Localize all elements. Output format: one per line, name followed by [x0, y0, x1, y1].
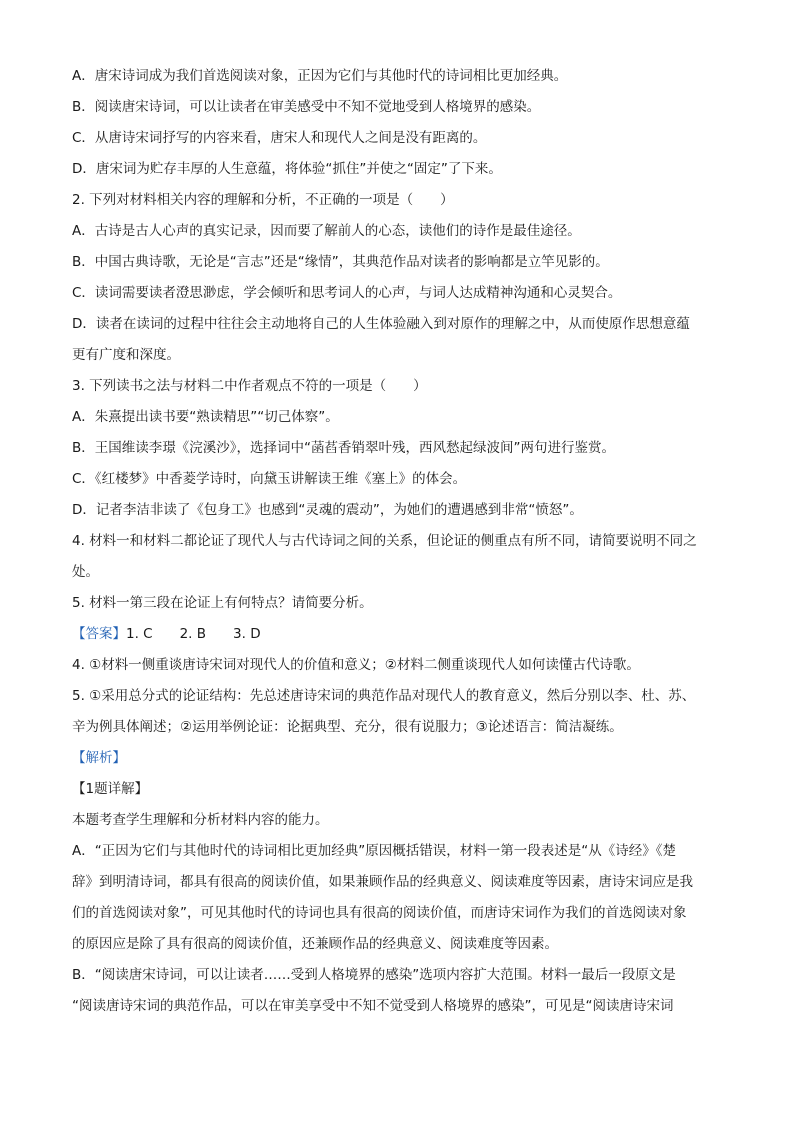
answer-choices: 1. C 2. B 3. D	[126, 626, 261, 642]
option-2d: D．读者在读词的过程中往往会主动地将自己的人生体验融入到对原作的理解之中，从而使原作思想意蕴	[72, 316, 690, 332]
question-3: 3. 下列读书之法与材料二中作者观点不符的一项是（ ）	[72, 378, 427, 394]
answer-label: 【答案】	[72, 626, 126, 642]
option-1d: D．唐宋词为贮存丰厚的人生意蕴，将体验“抓住”并使之“固定”了下来。	[72, 161, 502, 177]
question-4-cont: 处。	[72, 564, 99, 580]
question-5: 5. 材料一第三段在论证上有何特点？请简要分析。	[72, 595, 373, 611]
option-2c: C．读词需要读者澄思渺虑，学会倾听和思考词人的心声，与词人达成精神沟通和心灵契合。	[72, 285, 622, 301]
option-1a: A．唐宋诗词成为我们首选阅读对象，正因为它们与其他时代的诗词相比更加经典。	[72, 68, 568, 84]
option-3a: A．朱熹提出读书要“熟读精思”“切己体察”。	[72, 409, 339, 425]
option-2b: B．中国古典诗歌，无论是“言志”还是“缘情”，其典范作品对读者的影响都是立竿见影的。	[72, 254, 609, 270]
option-3b: B．王国维读李璟《浣溪沙》，选择词中“菡萏香销翠叶残，西风愁起绿波间”两句进行鉴赏。	[72, 440, 615, 456]
analysis-b-2: “阅读唐诗宋词的典范作品，可以在审美享受中不知不觉受到人格境界的感染”，可见是“阅读唐诗宋词	[72, 998, 674, 1014]
analysis-a-2: 辞》到明清诗词，都具有很高的阅读价值，如果兼顾作品的经典意义、阅读难度等因素，唐诗宋词应是我	[72, 874, 693, 890]
answer-5: 5. ①采用总分式的论证结构：先总述唐诗宋词的典范作品对现代人的教育意义，然后分别以李、杜、苏、	[72, 688, 696, 704]
analysis-heading: 【解析】	[72, 750, 126, 766]
option-3d: D．记者李洁非读了《包身工》也感到“灵魂的震动”，为她们的遭遇感到非常“愤怒”。	[72, 502, 583, 518]
analysis-a-1: A．“正因为它们与其他时代的诗词相比更加经典”原因概括错误，材料一第一段表述是“从《诗经》《楚	[72, 843, 676, 859]
answer-line	[72, 624, 727, 644]
option-2a: A．古诗是古人心声的真实记录，因而要了解前人的心态，读他们的诗作是最佳途径。	[72, 223, 581, 239]
option-1b: B．阅读唐宋诗词，可以让读者在审美感受中不知不觉地受到人格境界的感染。	[72, 99, 541, 115]
option-1c: C．从唐诗宋词抒写的内容来看，唐宋人和现代人之间是没有距离的。	[72, 130, 487, 146]
analysis-a-3: 们的首选阅读对象”，可见其他时代的诗词也具有很高的阅读价值，而唐诗宋词作为我们的首选阅读对象	[72, 905, 687, 921]
detail-heading-1: 【1题详解】	[72, 781, 149, 797]
option-3c: C．《红楼梦》中香菱学诗时，向黛玉讲解读王维《塞上》的体会。	[72, 471, 467, 487]
analysis-b-1: B．“阅读唐宋诗词，可以让读者……受到人格境界的感染”选项内容扩大范围。材料一最后一段原文是	[72, 967, 676, 983]
answer-5-cont: 辛为例具体阐述；②运用举例论证：论据典型、充分，很有说服力；③论述语言：简洁凝练。	[72, 719, 623, 735]
analysis-intro: 本题考查学生理解和分析材料内容的能力。	[72, 812, 329, 828]
question-2: 2. 下列对材料相关内容的理解和分析，不正确的一项是（ ）	[72, 192, 454, 208]
answer-4: 4. ①材料一侧重谈唐诗宋词对现代人的价值和意义；②材料二侧重谈现代人如何读懂古代诗歌。	[72, 657, 640, 673]
option-2d-cont: 更有广度和深度。	[72, 347, 180, 363]
question-4: 4. 材料一和材料二都论证了现代人与古代诗词之间的关系，但论证的侧重点有所不同，请简要说明不同之	[72, 533, 697, 549]
analysis-a-4: 的原因应是除了具有很高的阅读价值，还兼顾作品的经典意义、阅读难度等因素。	[72, 936, 558, 952]
